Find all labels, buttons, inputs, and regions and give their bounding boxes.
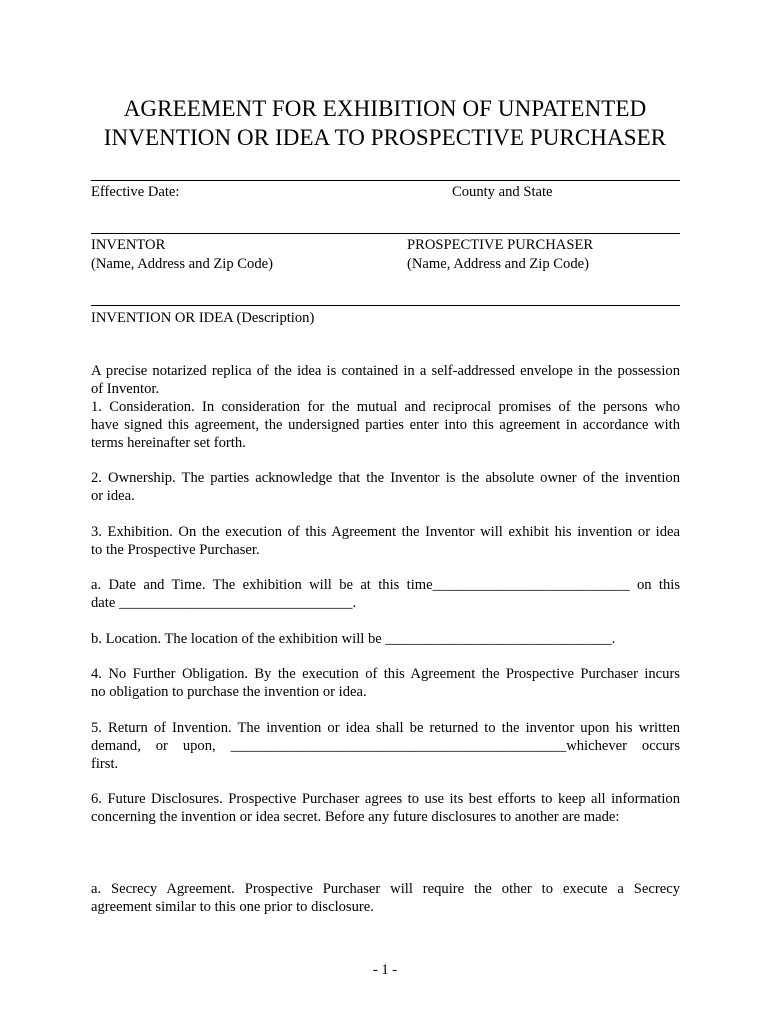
date-time-paragraph <box>91 576 680 612</box>
inventor-label: INVENTOR <box>91 237 166 253</box>
invention-rule <box>91 305 680 306</box>
ownership-paragraph <box>91 469 680 505</box>
return-line-1: 5. Return of Invention. The invention or idea shall be returned to the inventor upon his written <box>91 720 680 736</box>
consideration-line-1: 1. Consideration. In consideration for the mutual and reciprocal promises of the persons who <box>91 399 680 415</box>
replica-paragraph <box>91 362 680 452</box>
exhibition-paragraph <box>91 523 680 559</box>
page-number: - 1 - <box>372 962 398 978</box>
ownership-line-2: or idea. <box>91 488 135 504</box>
document-title-line-1: AGREEMENT FOR EXHIBITION OF UNPATENTED <box>123 96 647 121</box>
exhibition-line-2: to the Prospective Purchaser. <box>91 542 260 558</box>
secrecy-line-2: agreement similar to this one prior to disclosure. <box>91 899 374 915</box>
date-time-line-2: date ________________________________. <box>91 595 357 611</box>
date-time-line-1: a. Date and Time. The exhibition will be at this time___________________________ on this <box>91 577 680 593</box>
obligation-paragraph <box>91 665 680 701</box>
purchaser-subtitle: (Name, Address and Zip Code) <box>407 256 589 272</box>
consideration-line-3: terms hereinafter set forth. <box>91 435 246 451</box>
inventor-subtitle: (Name, Address and Zip Code) <box>91 256 273 272</box>
location-line-1: b. Location. The location of the exhibition will be _______________________________. <box>91 631 616 647</box>
parties-rule <box>91 233 680 234</box>
ownership-line-1: 2. Ownership. The parties acknowledge that the Inventor is the absolute owner of the invention <box>91 470 680 486</box>
replica-line-1: A precise notarized replica of the idea is contained in a self-addressed envelope in the possession <box>91 363 680 379</box>
future-line-1: 6. Future Disclosures. Prospective Purchaser agrees to use its best efforts to keep all information <box>91 791 680 807</box>
purchaser-label: PROSPECTIVE PURCHASER <box>407 237 594 253</box>
effective-date-rule <box>91 180 680 181</box>
effective-date-label: Effective Date: <box>91 184 180 200</box>
county-state-label: County and State <box>452 184 553 200</box>
return-paragraph <box>91 719 680 773</box>
secrecy-paragraph <box>91 880 680 916</box>
invention-label: INVENTION OR IDEA (Description) <box>91 310 315 326</box>
document-title-line-2: INVENTION OR IDEA TO PROSPECTIVE PURCHASER <box>103 125 667 150</box>
future-disclosures-paragraph <box>91 790 680 826</box>
secrecy-line-1: a. Secrecy Agreement. Prospective Purchaser will require the other to execute a Secrecy <box>91 881 680 897</box>
replica-line-2: of Inventor. <box>91 381 160 397</box>
return-line-2: demand, or upon, ______________________________________________whichever occurs <box>91 738 680 754</box>
return-line-3: first. <box>91 756 119 772</box>
future-line-2: concerning the invention or idea secret. Before any future disclosures to another are made: <box>91 809 620 825</box>
location-paragraph <box>91 630 680 648</box>
consideration-line-2: have signed this agreement, the undersigned parties enter into this agreement in accordance with <box>91 417 680 433</box>
obligation-line-2: no obligation to purchase the invention or idea. <box>91 684 367 700</box>
obligation-line-1: 4. No Further Obligation. By the execution of this Agreement the Prospective Purchaser incurs <box>91 666 680 682</box>
exhibition-line-1: 3. Exhibition. On the execution of this Agreement the Inventor will exhibit his invention or idea <box>91 524 680 540</box>
